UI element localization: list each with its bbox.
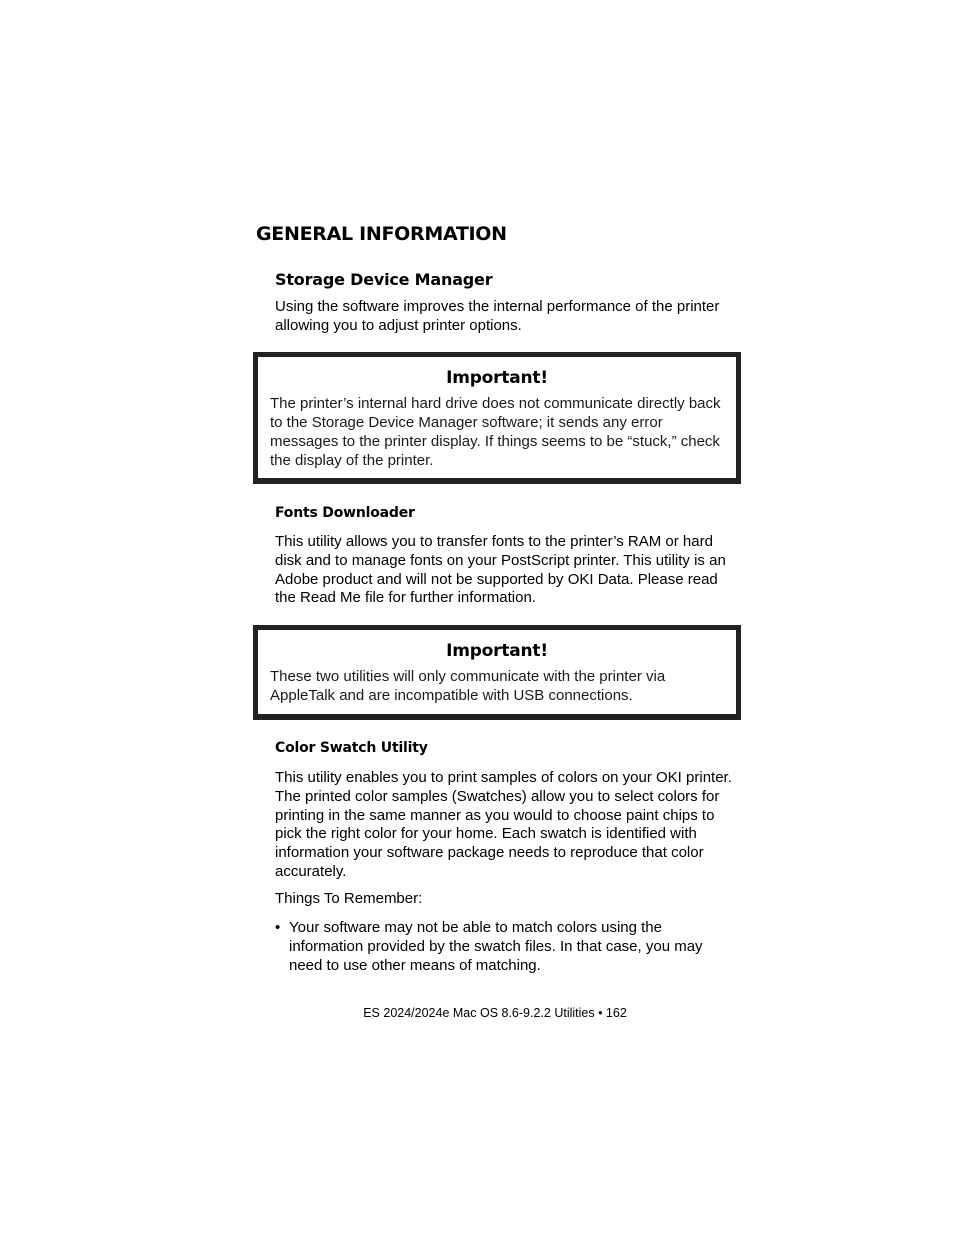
bullet-text: Your software may not be able to match colors using the information provided by the swatch files. In that case, you may need to use other means of matching. xyxy=(289,919,703,974)
storage-device-manager-heading: Storage Device Manager xyxy=(275,270,493,289)
notice-body: These two utilities will only communicate with the printer via AppleTalk and are incompatible with USB connections. xyxy=(270,668,666,704)
notice-title: Important! xyxy=(446,641,548,661)
page-heading: GENERAL INFORMATION xyxy=(256,223,507,245)
things-to-remember-label: Things To Remember: xyxy=(275,890,423,907)
fonts-downloader-heading: Fonts Downloader xyxy=(275,505,415,521)
color-swatch-utility-heading: Color Swatch Utility xyxy=(275,740,428,756)
bullet-marker: • xyxy=(275,919,281,936)
important-notice-appletalk xyxy=(253,625,741,720)
storage-device-manager-paragraph: Using the software improves the internal performance of the printer allowing you to adjust printer options. xyxy=(275,298,720,334)
fonts-downloader-paragraph: This utility allows you to transfer fonts to the printer’s RAM or hard disk and to manage fonts on your PostScript printer. This utility is an Adobe product and will not be supported by OKI Data. Please read the Read Me file for further information. xyxy=(275,533,726,607)
notice-title: Important! xyxy=(446,368,548,388)
notice-body: The printer’s internal hard drive does not communicate directly back to the Storage Device Manager software; it sends any error messages to the printer display. If things seems to be “stuck,” check the display of the printer. xyxy=(270,395,721,469)
page-footer: ES 2024/2024e Mac OS 8.6-9.2.2 Utilities • 162 xyxy=(363,1006,627,1020)
important-notice-storage xyxy=(253,352,741,484)
color-swatch-utility-paragraph: This utility enables you to print samples of colors on your OKI printer. The printed color samples (Swatches) allow you to select colors for printing in the same manner as you would to choose paint chips to pick the right color for your home. Each swatch is identified with information your software package needs to reproduce that color accurately. xyxy=(275,769,732,880)
list-item xyxy=(275,918,735,976)
